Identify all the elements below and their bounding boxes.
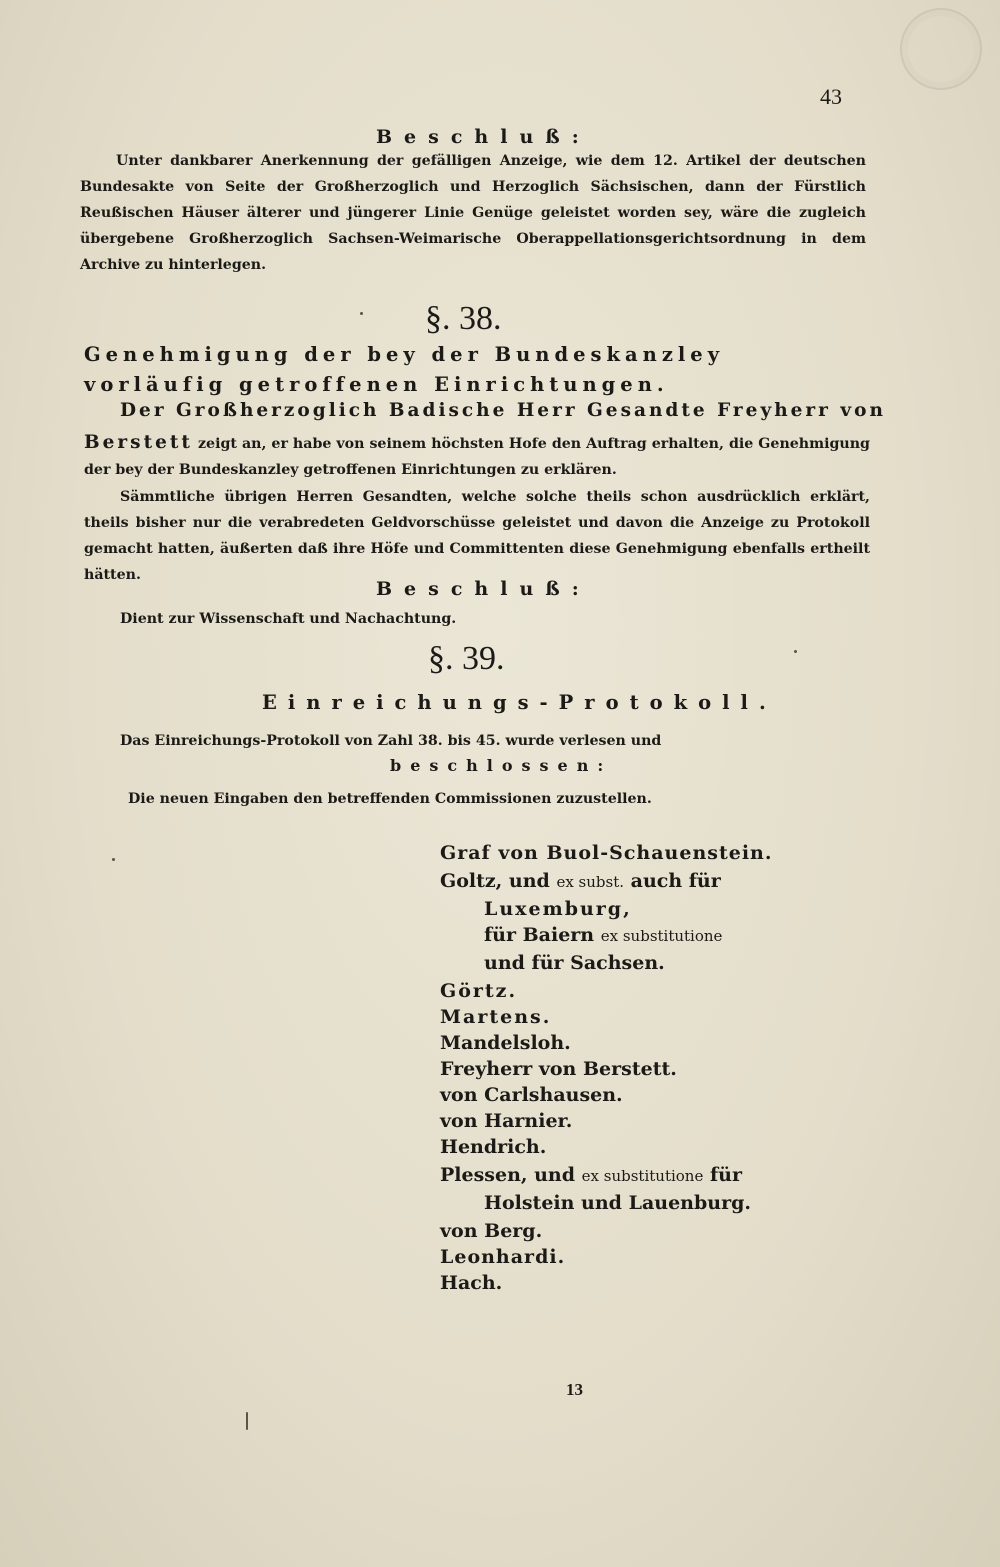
signatory-mandelsloh: Mandelsloh. bbox=[440, 1032, 571, 1054]
beschluss-paragraph: Unter dankbarer Anerkennung der gefälligen Anzeige, wie dem 12. Artikel der deutschen Bundesakte von Seite der Großherzoglich und Herzoglich Sächsischen, dann der Fürstlich Reußischen Häuser älterer und jüngerer Linie Genüge geleistet worden sey, wäre die zugleich übergebene Großherzoglich Sachsen-Weimarische Oberappellationsgerichtsordnung in dem Archive zu hinterlegen. bbox=[80, 153, 866, 273]
signatory-luxemburg: Luxemburg, bbox=[484, 898, 632, 920]
signatory-berstett: Freyherr von Berstett. bbox=[440, 1058, 677, 1080]
signatory-martens: Martens. bbox=[440, 1006, 552, 1028]
signatory-hach: Hach. bbox=[440, 1272, 503, 1294]
signatory-sachsen: und für Sachsen. bbox=[484, 952, 665, 974]
signatory-goertz: Görtz. bbox=[440, 980, 518, 1002]
section-39-paragraph: Das Einreichungs-Protokoll von Zahl 38. bis 45. wurde verlesen und bbox=[120, 733, 662, 749]
signatory-hendrich: Hendrich. bbox=[440, 1136, 547, 1158]
beschluss-heading: Beschluß: bbox=[376, 126, 591, 148]
signatory-carlshausen: von Carlshausen. bbox=[440, 1084, 623, 1106]
section-38-beschluss-text: Dient zur Wissenschaft und Nachachtung. bbox=[120, 611, 457, 627]
signatory-goltz-subst: ex subst. bbox=[556, 873, 625, 891]
section-number-39: §. 39. bbox=[428, 640, 505, 677]
signatory-harnier: von Harnier. bbox=[440, 1110, 573, 1132]
section-38-paragraph-1-text: zeigt an, er habe von seinem höchsten Hofe den Auftrag erhalten, die Genehmigung der bey der Bundeskanzley getroffenen Einrichtungen zu erklären. bbox=[84, 436, 870, 478]
page-number: 43 bbox=[820, 84, 842, 109]
signatory-baiern-name: für Baiern bbox=[484, 924, 595, 946]
section-39-beschluss-heading: beschlossen: bbox=[390, 756, 613, 775]
signatory-plessen-subst: ex substitutione bbox=[581, 1167, 704, 1185]
signatory-plessen-fuer: für bbox=[709, 1164, 742, 1186]
section-39-beschluss-text: Die neuen Eingaben den betreffenden Commissionen zuzustellen. bbox=[128, 791, 652, 807]
berstett-name: Berstett bbox=[84, 432, 193, 453]
signatory-holstein: Holstein und Lauenburg. bbox=[484, 1192, 751, 1214]
section-38-paragraph-2: Sämmtliche übrigen Herren Gesandten, welche solche theils schon ausdrücklich erklärt, theils bisher nur die verabredeten Geldvorschüsse geleistet und davon die Anzeige zu Protokoll gemacht hatten, äußerten daß ihre Höfe und Committenten diese Genehmigung ebenfalls ertheilt hätten. bbox=[84, 489, 870, 583]
paper-speck bbox=[246, 1412, 248, 1430]
signatory-plessen bbox=[440, 1164, 742, 1186]
paper-speck bbox=[794, 650, 797, 653]
signatory-berg: von Berg. bbox=[440, 1220, 543, 1242]
section-38-lead-line: Der Großherzoglich Badische Herr Gesandte Freyherr von bbox=[120, 400, 886, 421]
section-title-38: Genehmigung der bey der Bundeskanzley vorläufig getroffenen Einrichtungen. bbox=[84, 343, 725, 396]
paper-speck bbox=[112, 858, 115, 861]
section-number-38: §. 38. bbox=[425, 300, 502, 337]
signatory-goltz bbox=[440, 870, 721, 892]
signatory-leonhardi: Leonhardi. bbox=[440, 1246, 566, 1268]
signatory-baiern bbox=[484, 924, 722, 946]
signatory-buol: Graf von Buol-Schauenstein. bbox=[440, 842, 773, 864]
section-38-beschluss-heading: Beschluß: bbox=[376, 578, 591, 600]
library-stamp bbox=[900, 8, 982, 90]
signatory-baiern-subst: ex substitutione bbox=[600, 927, 723, 945]
signatory-plessen-name: Plessen, und bbox=[440, 1164, 576, 1186]
section-38-paragraph-1 bbox=[84, 430, 870, 483]
paper-speck bbox=[360, 312, 363, 315]
section-title-39: Einreichungs-Protokoll. bbox=[262, 691, 777, 714]
signatory-goltz-fuer: auch für bbox=[630, 870, 721, 892]
signatory-goltz-name: Goltz, und bbox=[440, 870, 550, 892]
printer-signature-mark: 13 bbox=[566, 1380, 583, 1399]
